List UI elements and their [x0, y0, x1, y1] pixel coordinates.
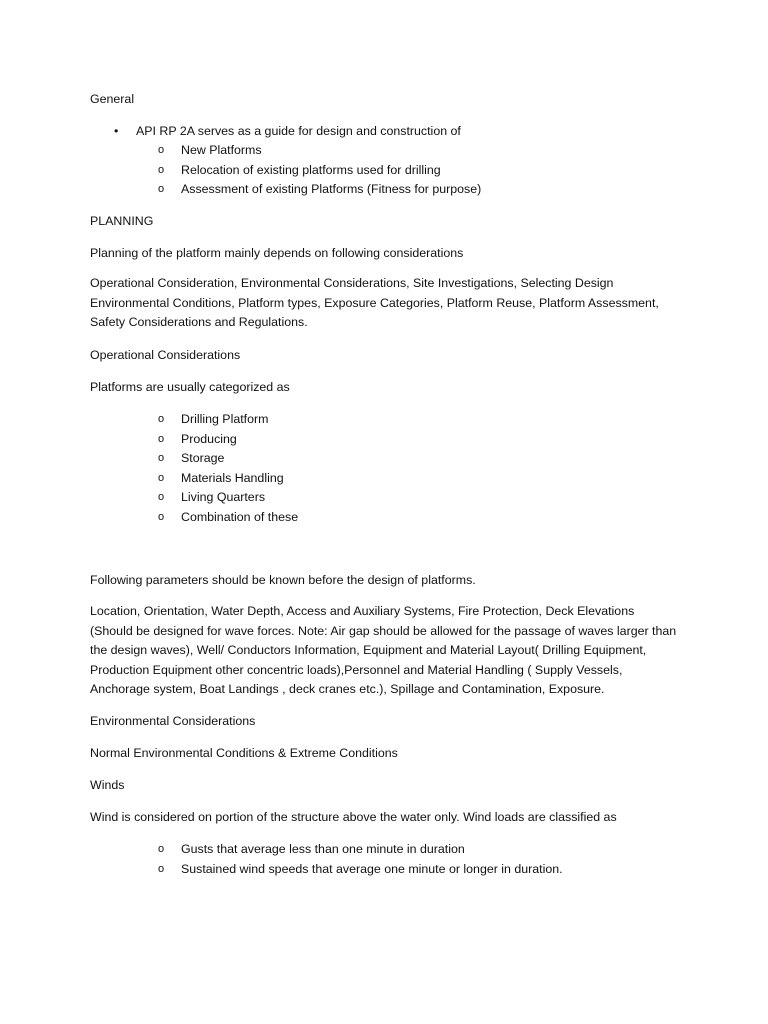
list-item: Drilling Platform [181, 412, 269, 426]
list-item: Storage [181, 451, 225, 465]
circle-bullet-icon: o [158, 472, 165, 484]
list-item: Assessment of existing Platforms (Fitness for purpose) [181, 182, 482, 196]
list-item: New Platforms [181, 143, 262, 157]
circle-bullet-icon: o [158, 413, 165, 425]
list-item: Relocation of existing platforms used for drilling [181, 163, 441, 177]
list-item: Sustained wind speeds that average one minute or longer in duration. [181, 862, 563, 876]
list-item: Combination of these [181, 510, 299, 524]
heading-planning: PLANNING [90, 214, 154, 228]
circle-bullet-icon: o [158, 164, 165, 176]
heading-operational: Operational Considerations [90, 348, 241, 362]
paragraph: Platforms are usually categorized as [90, 380, 290, 394]
circle-bullet-icon: o [158, 452, 165, 464]
bullet-item: API RP 2A serves as a guide for design and construction of [136, 124, 461, 138]
list-item: Materials Handling [181, 471, 284, 485]
paragraph: Wind is considered on portion of the structure above the water only. Wind loads are classified as [90, 810, 617, 824]
paragraph: Following parameters should be known before the design of platforms. [90, 573, 476, 587]
paragraph: Planning of the platform mainly depends on following considerations [90, 246, 464, 260]
circle-bullet-icon: o [158, 863, 165, 875]
paragraph: Location, Orientation, Water Depth, Access and Auxiliary Systems, Fire Protection, Deck Elevations (Should be designed for wave forces. Note: Air gap should be allowed for the passage of waves larger than the design waves), Well/ Conductors Information, Equipment and Material Layout( Drilling Equipment, Production Equipment other concentric loads),Personnel and Material Handling ( Supply Vessels, Anchorage system, Boat Landings , deck cranes etc.), Spillage and Contamination, Exposure. [90, 604, 677, 697]
list-item: Living Quarters [181, 490, 266, 504]
paragraph: Normal Environmental Conditions & Extreme Conditions [90, 746, 398, 760]
heading-winds: Winds [90, 778, 125, 792]
heading-general: General [90, 92, 135, 106]
heading-environmental: Environmental Considerations [90, 714, 256, 728]
list-item: Producing [181, 432, 237, 446]
circle-bullet-icon: o [158, 144, 165, 156]
circle-bullet-icon: o [158, 843, 165, 855]
bullet-icon: • [114, 124, 119, 138]
circle-bullet-icon: o [158, 491, 165, 503]
list-item: Gusts that average less than one minute in duration [181, 842, 465, 856]
circle-bullet-icon: o [158, 183, 165, 195]
paragraph: Operational Consideration, Environmental Considerations, Site Investigations, Selecting Design Environmental Conditions, Platform types, Exposure Categories, Platform Reuse, Platform Assessment, Safety Considerations and Regulations. [90, 276, 659, 330]
circle-bullet-icon: o [158, 433, 165, 445]
circle-bullet-icon: o [158, 511, 165, 523]
